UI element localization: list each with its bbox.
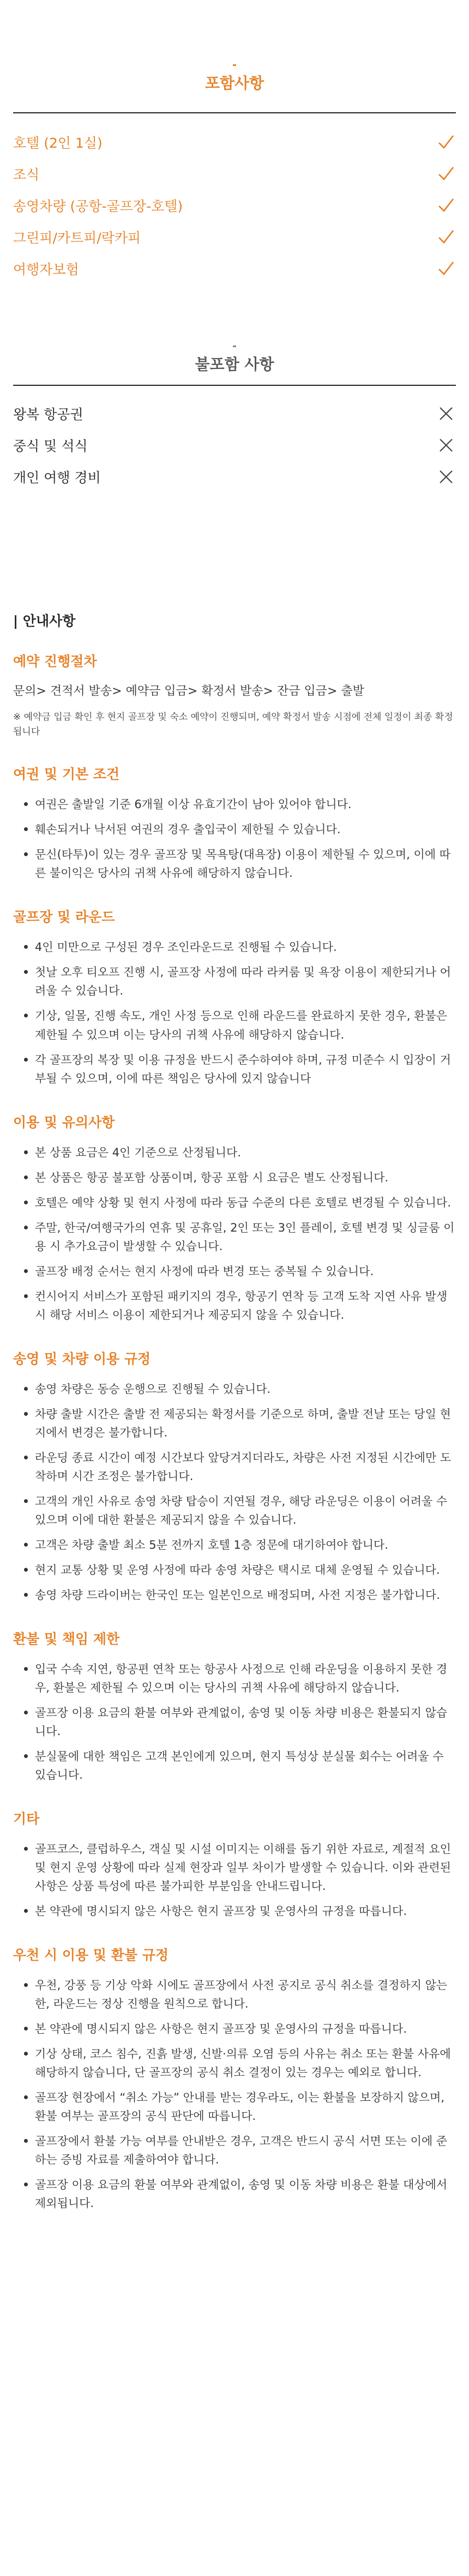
transfer-rules-block (13, 1348, 456, 1604)
list-item: 4인 미만으로 구성된 경우 조인라운드로 진행될 수 있습니다. (13, 938, 456, 956)
guide-title: | 안내사항 (13, 613, 76, 629)
list-item: 송영 차량 드라이버는 한국인 또는 일본인으로 배정되며, 사전 지정은 불가합니다. (13, 1586, 456, 1604)
list-item: 본 약관에 명시되지 않은 사항은 현지 골프장 및 운영사의 규정을 따릅니다. (13, 2020, 456, 2038)
guide-section (13, 610, 456, 2236)
excluded-title: 불포함 사항 (195, 355, 274, 373)
list-item: 각 골프장의 복장 및 이용 규정을 반드시 준수하여야 하며, 규정 미준수 시 입장이 거부될 수 있으며, 이에 따른 책임은 당사에 있지 않습니다 (13, 1051, 456, 1088)
passport-block (13, 763, 456, 882)
list-item (13, 398, 456, 429)
list-item: 골프코스, 클럽하우스, 객실 및 시설 이미지는 이해를 돕기 위한 자료로, 계절적 요인 및 현지 운영 상황에 따라 실제 현장과 일부 차이가 발생할 수 있습니다. 이와 관련된 사항은 상품 특성에 따른 불가피한 부분임을 안내드립니다. (13, 1840, 456, 1895)
included-item-label: 그린피/카트피/락카피 (13, 230, 141, 246)
list-item: 골프장 이용 요금의 환불 여부와 관계없이, 송영 및 이동 차량 비용은 환불되지 않습니다. (13, 1704, 456, 1741)
included-divider (13, 112, 456, 113)
included-title: 포함사항 (205, 74, 264, 92)
list-item: 고객의 개인 사유로 송영 차량 탑승이 지연될 경우, 해당 라운딩은 이용이 어려울 수 있으며 이에 대한 환불은 제공되지 않을 수 있습니다. (13, 1492, 456, 1529)
list-item (13, 461, 456, 493)
list-item: 문신(타투)이 있는 경우 골프장 및 목욕탕(대욕장) 이용이 제한될 수 있으며, 이에 따른 불이익은 당사의 귀책 사유에 해당하지 않습니다. (13, 845, 456, 882)
list-item: 라운딩 종료 시간이 예정 시간보다 앞당겨지더라도, 차량은 사전 지정된 시간에만 도착하며 시간 조정은 불가합니다. (13, 1448, 456, 1486)
bullet-list (13, 938, 456, 1087)
bullet-list (13, 1660, 456, 1784)
check-icon (436, 259, 456, 278)
list-item: 현지 교통 상황 및 운영 사정에 따라 송영 차량은 택시로 대체 운영될 수 있습니다. (13, 1561, 456, 1579)
list-item: 본 상품 요금은 4인 기준으로 산정됩니다. (13, 1143, 456, 1162)
section-title: 송영 및 차량 이용 규정 (13, 1350, 151, 1367)
usage-notes-block (13, 1112, 456, 1324)
included-list (13, 126, 456, 284)
list-item: 골프장 배정 순서는 현지 사정에 따라 변경 또는 중복될 수 있습니다. (13, 1262, 456, 1281)
list-item (13, 190, 456, 221)
section-title: 여권 및 기본 조건 (13, 766, 120, 783)
list-item: 우천, 강풍 등 기상 악화 시에도 골프장에서 사전 공지로 공식 취소를 결정하지 않는 한, 라운드는 정상 진행을 원칙으로 합니다. (13, 1976, 456, 2013)
list-item: 컨시어지 서비스가 포함된 패키지의 경우, 항공기 연착 등 고객 도착 지연 사유 발생 시 해당 서비스 이용이 제한되거나 제공되지 않을 수 있습니다. (13, 1287, 456, 1324)
excluded-item-label: 왕복 항공권 (13, 407, 83, 422)
list-item (13, 158, 456, 190)
list-item: 입국 수속 지연, 항공편 연착 또는 항공사 사정으로 인해 라운딩을 이용하지 못한 경우, 환불은 제한될 수 있으며 이는 당사의 귀책 사유에 해당하지 않습니다. (13, 1660, 456, 1697)
included-item-label: 여행자보험 (13, 262, 79, 277)
list-item: 첫날 오후 티오프 진행 시, 골프장 사정에 따라 라커룸 및 욕장 이용이 제한되거나 어려울 수 있습니다. (13, 963, 456, 1000)
excluded-list (13, 398, 456, 493)
section-title: 우천 시 이용 및 환불 규정 (13, 1947, 169, 1963)
list-item: 기상, 일몰, 진행 속도, 개인 사정 등으로 인해 라운드를 완료하지 못한 경우, 환불은 제한될 수 있으며 이는 당사의 귀책 사유에 해당하지 않습니다. (13, 1007, 456, 1044)
list-item: 훼손되거나 낙서된 여권의 경우 출입국이 제한될 수 있습니다. (13, 820, 456, 839)
included-item-label: 호텔 (2인 1실) (13, 135, 103, 151)
close-icon (436, 435, 456, 455)
list-item: 본 상품은 항공 불포함 상품이며, 항공 포함 시 요금은 별도 산정됩니다. (13, 1168, 456, 1187)
bullet-list (13, 1143, 456, 1324)
included-item-label: 조식 (13, 167, 40, 183)
section-title: 환불 및 책임 제한 (13, 1631, 120, 1647)
reservation-note: ※ 예약금 입금 확인 후 현지 골프장 및 숙소 예약이 진행되며, 예약 확정서 발송 시점에 전체 일정이 최종 확정됩니다 (13, 712, 453, 738)
close-icon (436, 404, 456, 423)
excluded-item-label: 개인 여행 경비 (13, 470, 101, 486)
check-icon (436, 132, 456, 152)
etc-block (13, 1808, 456, 1920)
reservation-block (13, 651, 456, 740)
excluded-item-label: 중식 및 석식 (13, 438, 88, 454)
list-item: 골프장 현장에서 “취소 가능” 안내를 받는 경우라도, 이는 환불을 보장하지 않으며, 환불 여부는 골프장의 공식 판단에 따릅니다. (13, 2088, 456, 2125)
list-item: 골프장에서 환불 가능 여부를 안내받은 경우, 고객은 반드시 공식 서면 또는 이에 준하는 증빙 자료를 제출하여야 합니다. (13, 2132, 456, 2169)
reservation-flow: 문의> 견적서 발송> 예약금 입금> 확정서 발송> 잔금 입금> 출발 (13, 684, 364, 698)
included-header (0, 64, 469, 93)
check-icon (436, 164, 456, 184)
list-item: 골프장 이용 요금의 환불 여부와 관계없이, 송영 및 이동 차량 비용은 환불 대상에서 제외됩니다. (13, 2175, 456, 2213)
list-item: 송영 차량은 동승 운행으로 진행될 수 있습니다. (13, 1380, 456, 1398)
list-item: 주말, 한국/여행국가의 연휴 및 공휴일, 2인 또는 3인 플레이, 호텔 변경 및 싱글룸 이용 시 추가요금이 발생할 수 있습니다. (13, 1219, 456, 1256)
list-item: 여권은 출발일 기준 6개월 이상 유효기간이 남아 있어야 합니다. (13, 795, 456, 814)
header-dot (233, 346, 236, 347)
check-icon (436, 227, 456, 247)
list-item (13, 253, 456, 284)
rain-refund-block (13, 1944, 456, 2213)
list-item (13, 221, 456, 253)
section-title: 이용 및 유의사항 (13, 1114, 115, 1130)
list-item: 본 약관에 명시되지 않은 사항은 현지 골프장 및 운영사의 규정을 따릅니다. (13, 1902, 456, 1920)
list-item: 고객은 차량 출발 최소 5분 전까지 호텔 1층 정문에 대기하여야 합니다. (13, 1536, 456, 1554)
excluded-header (0, 346, 469, 374)
bullet-list (13, 1976, 456, 2213)
check-icon (436, 196, 456, 215)
list-item (13, 126, 456, 158)
refund-limit-block (13, 1628, 456, 1784)
reservation-title: 예약 진행절차 (13, 653, 97, 669)
list-item: 분실물에 대한 책임은 고객 본인에게 있으며, 현지 특성상 분실물 회수는 어려울 수 있습니다. (13, 1747, 456, 1784)
bullet-list (13, 795, 456, 882)
list-item: 차량 출발 시간은 출발 전 제공되는 확정서를 기준으로 하며, 출발 전날 또는 당일 현지에서 변경은 불가합니다. (13, 1405, 456, 1442)
section-title: 골프장 및 라운드 (13, 909, 115, 925)
list-item: 호텔은 예약 상황 및 현지 사정에 따라 동급 수준의 다른 호텔로 변경될 수 있습니다. (13, 1193, 456, 1212)
bullet-list (13, 1840, 456, 1920)
list-item (13, 429, 456, 461)
close-icon (436, 467, 456, 487)
excluded-divider (13, 385, 456, 386)
list-item: 기상 상태, 코스 침수, 진흙 발생, 신발·의류 오염 등의 사유는 취소 또는 환불 사유에 해당하지 않습니다, 단 골프장의 공식 취소 결정이 있는 경우는 예외로 합니다. (13, 2045, 456, 2082)
included-item-label: 송영차량 (공항-골프장-호텔) (13, 198, 183, 214)
section-title: 기타 (13, 1810, 40, 1827)
bullet-list (13, 1380, 456, 1604)
header-dot (233, 64, 236, 66)
golf-round-block (13, 906, 456, 1087)
